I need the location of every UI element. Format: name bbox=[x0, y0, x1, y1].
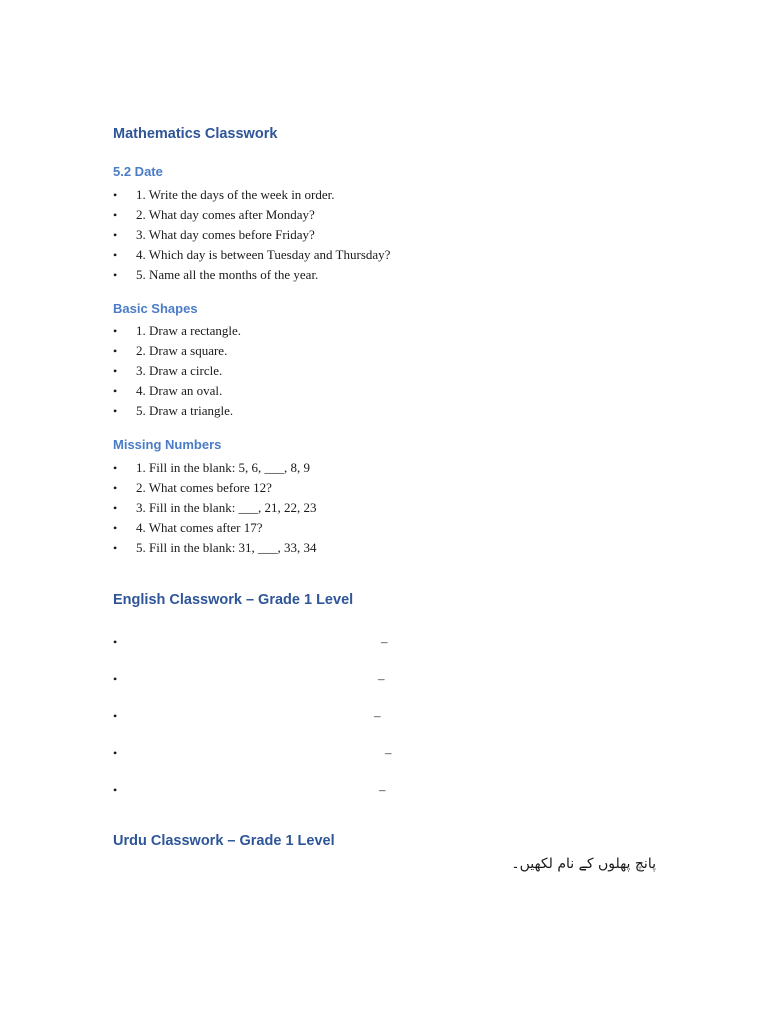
bullet-icon: • bbox=[113, 481, 118, 495]
shapes-question-list bbox=[113, 321, 241, 421]
bullet-icon: • bbox=[113, 208, 118, 222]
bullet-icon: • bbox=[113, 268, 118, 282]
blank-dash: – bbox=[385, 745, 392, 760]
list-item: • 3. Fill in the blank: ___, 21, 22, 23 bbox=[113, 498, 317, 518]
bullet-icon: • bbox=[113, 783, 118, 797]
bullet-icon: • bbox=[113, 188, 118, 202]
list-item: • 2. What comes before 12? bbox=[113, 478, 317, 498]
english-blank-item bbox=[113, 743, 413, 763]
date-question-list bbox=[113, 185, 390, 285]
urdu-title: Urdu Classwork – Grade 1 Level bbox=[113, 833, 335, 849]
english-blank-item bbox=[113, 780, 413, 800]
section-heading-shapes: Basic Shapes bbox=[113, 301, 198, 316]
bullet-icon: • bbox=[113, 248, 118, 262]
list-item: • 2. Draw a square. bbox=[113, 341, 241, 361]
list-item: • 4. What comes after 17? bbox=[113, 518, 317, 538]
missing-numbers-list bbox=[113, 458, 317, 558]
blank-dash: – bbox=[381, 634, 388, 649]
bullet-icon: • bbox=[113, 461, 118, 475]
list-item: • 1. Fill in the blank: 5, 6, ___, 8, 9 bbox=[113, 458, 317, 478]
urdu-instruction: پانچ پھلوں کے نام لکھیں۔ bbox=[511, 856, 656, 872]
math-title: Mathematics Classwork bbox=[113, 126, 278, 142]
list-item: • 4. Which day is between Tuesday and Thursday? bbox=[113, 245, 390, 265]
list-item: • 4. Draw an oval. bbox=[113, 381, 241, 401]
bullet-icon: • bbox=[113, 364, 118, 378]
list-item: • 1. Write the days of the week in order. bbox=[113, 185, 390, 205]
list-item: • 3. Draw a circle. bbox=[113, 361, 241, 381]
english-blank-item bbox=[113, 632, 413, 652]
blank-dash: – bbox=[379, 782, 386, 797]
list-item: • 1. Draw a rectangle. bbox=[113, 321, 241, 341]
bullet-icon: • bbox=[113, 672, 118, 686]
blank-dash: – bbox=[374, 708, 381, 723]
list-item: • 2. What day comes after Monday? bbox=[113, 205, 390, 225]
bullet-icon: • bbox=[113, 324, 118, 338]
bullet-icon: • bbox=[113, 404, 118, 418]
bullet-icon: • bbox=[113, 384, 118, 398]
english-blank-item bbox=[113, 706, 413, 726]
bullet-icon: • bbox=[113, 541, 118, 555]
bullet-icon: • bbox=[113, 228, 118, 242]
bullet-icon: • bbox=[113, 521, 118, 535]
bullet-icon: • bbox=[113, 709, 118, 723]
list-item: • 5. Draw a triangle. bbox=[113, 401, 241, 421]
blank-dash: – bbox=[378, 671, 385, 686]
english-title: English Classwork – Grade 1 Level bbox=[113, 592, 354, 608]
bullet-icon: • bbox=[113, 344, 118, 358]
english-blank-item bbox=[113, 669, 413, 689]
list-item: • 3. What day comes before Friday? bbox=[113, 225, 390, 245]
section-heading-missing-numbers: Missing Numbers bbox=[113, 437, 222, 452]
list-item: • 5. Fill in the blank: 31, ___, 33, 34 bbox=[113, 538, 317, 558]
bullet-icon: • bbox=[113, 746, 118, 760]
bullet-icon: • bbox=[113, 501, 118, 515]
section-heading-date: 5.2 Date bbox=[113, 164, 163, 179]
bullet-icon: • bbox=[113, 635, 118, 649]
list-item: • 5. Name all the months of the year. bbox=[113, 265, 390, 285]
